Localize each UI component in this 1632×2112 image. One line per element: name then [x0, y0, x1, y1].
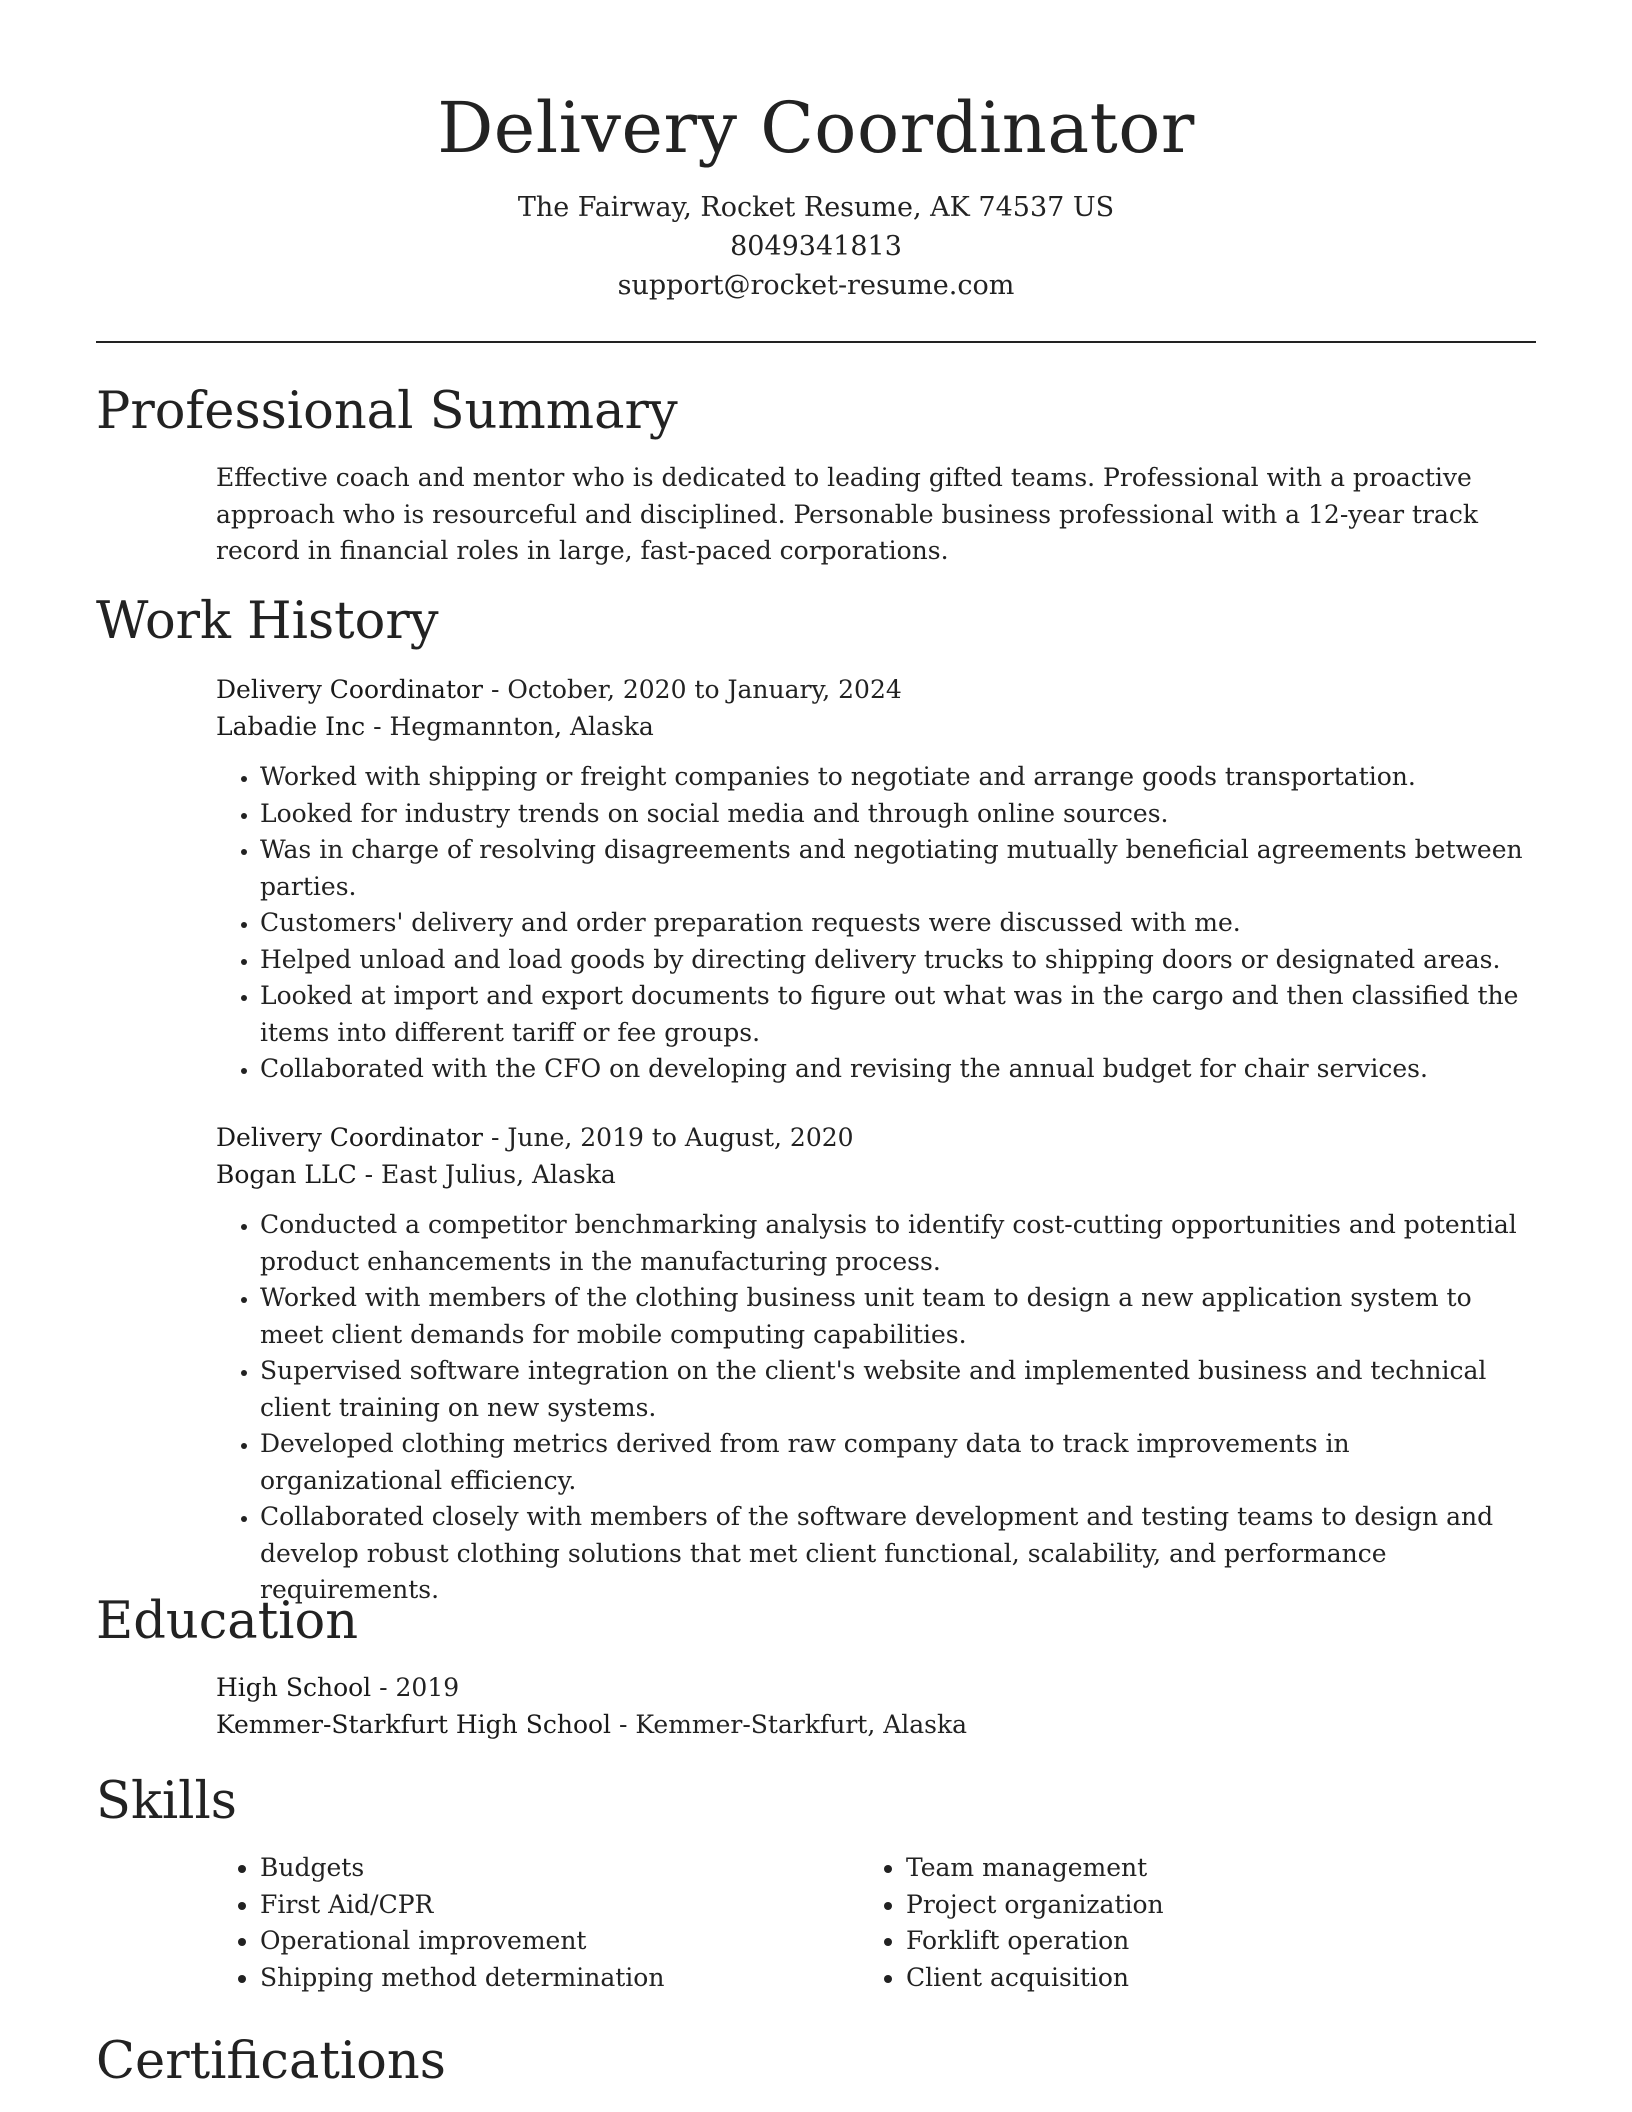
work-history-heading: Work History [96, 592, 439, 651]
resume-header [0, 84, 1632, 305]
job-location: - Hegmannton, Alaska [365, 711, 654, 741]
job-company-line [216, 1157, 1536, 1194]
job-bullet: • Conducted a competitor benchmarking analysis to identify cost-cutting opportunities and potential product enhancements in the manufacturing process. [260, 1207, 1536, 1280]
skills-column-right [862, 1850, 1462, 1996]
skills-list [862, 1850, 1462, 1996]
skill-item: • Budgets [260, 1850, 816, 1887]
phone: 8049341813 [730, 231, 902, 262]
job-entry [216, 1120, 1536, 1609]
skills-list [216, 1850, 816, 1996]
contact-info [0, 188, 1632, 305]
header-divider [96, 341, 1536, 343]
job-bullet: • Developed clothing metrics derived from raw company data to track improvements in organizational efficiency. [260, 1426, 1536, 1499]
skill-item: • Forklift operation [906, 1923, 1462, 1960]
skill-item: • Operational improvement [260, 1923, 816, 1960]
skills-heading: Skills [96, 1772, 237, 1831]
job-title-line [216, 672, 1536, 709]
certifications-heading: Certifications [96, 2032, 446, 2091]
education-heading: Education [96, 1592, 359, 1651]
skill-item: • Client acquisition [906, 1960, 1462, 1997]
skills-column-left [216, 1850, 816, 1996]
education-location: - Kemmer-Starkfurt, Alaska [611, 1709, 968, 1739]
education-degree: High School [216, 1673, 372, 1702]
job-dates: - June, 2019 to August, 2020 [483, 1123, 854, 1152]
job-location: - East Julius, Alaska [356, 1159, 616, 1189]
job-bullet: • Was in charge of resolving disagreements and negotiating mutually beneficial agreements between parties. [260, 832, 1536, 905]
job-bullet: • Collaborated closely with members of the software development and testing teams to design and develop robust clothing solutions that met client functional, scalability, and performance requirements. [260, 1499, 1536, 1609]
job-bullets [216, 759, 1536, 1088]
job-bullet: • Customers' delivery and order preparation requests were discussed with me. [260, 905, 1536, 942]
education-entry [216, 1670, 1536, 1743]
job-company: Bogan LLC [216, 1159, 357, 1189]
summary-block [216, 460, 1536, 570]
address: The Fairway, Rocket Resume, AK 74537 US [517, 192, 1115, 223]
education-school: Kemmer-Starkfurt High School [216, 1709, 612, 1739]
job-title-line [216, 1120, 1536, 1157]
job-bullet: • Helped unload and load goods by directing delivery trucks to shipping doors or designated areas. [260, 942, 1536, 979]
job-bullet: • Worked with shipping or freight companies to negotiate and arrange goods transportation. [260, 759, 1536, 796]
candidate-name: Delivery Coordinator [437, 87, 1195, 169]
job-bullet: • Collaborated with the CFO on developing and revising the annual budget for chair services. [260, 1051, 1536, 1088]
job-dates: - October, 2020 to January, 2024 [483, 675, 902, 704]
skill-item: • Project organization [906, 1887, 1462, 1924]
skill-item: • Shipping method determination [260, 1960, 816, 1997]
education-degree-line [216, 1670, 1536, 1707]
job-bullet: • Looked at import and export documents to figure out what was in the cargo and then classified the items into different tariff or fee groups. [260, 978, 1536, 1051]
job-company-line [216, 709, 1536, 746]
skill-item: • First Aid/CPR [260, 1887, 816, 1924]
job-bullet: • Supervised software integration on the client's website and implemented business and technical client training on new systems. [260, 1353, 1536, 1426]
job-title: Delivery Coordinator [216, 1123, 484, 1152]
job-bullet: • Looked for industry trends on social media and through online sources. [260, 796, 1536, 833]
email: support@rocket-resume.com [617, 270, 1015, 301]
education-year: - 2019 [371, 1673, 460, 1702]
summary-text: Effective coach and mentor who is dedicated to leading gifted teams. Professional with a proactive approach who is resourceful and disciplined. Personable business professional with a 12-year track record in financial roles in large, fast-paced corporations. [216, 463, 1479, 565]
job-title: Delivery Coordinator [216, 675, 484, 704]
skill-item: • Team management [906, 1850, 1462, 1887]
job-bullets [216, 1207, 1536, 1609]
summary-heading: Professional Summary [96, 382, 678, 441]
education-school-line [216, 1707, 1536, 1744]
job-company: Labadie Inc [216, 711, 366, 741]
job-entry [216, 672, 1536, 1088]
job-bullet: • Worked with members of the clothing business unit team to design a new application system to meet client demands for mobile computing capabilities. [260, 1280, 1536, 1353]
